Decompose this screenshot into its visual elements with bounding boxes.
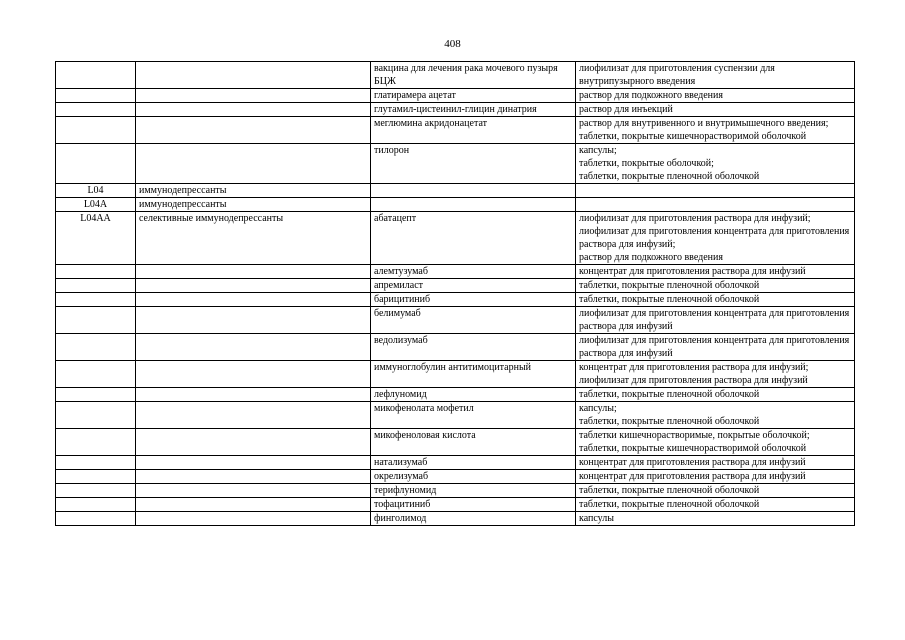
group-name-cell	[136, 429, 371, 456]
dosage-form-line: лиофилизат для приготовления концентрата для приготовления раствора для инфузий	[579, 335, 850, 359]
dosage-forms-cell	[576, 456, 855, 470]
dosage-forms-cell	[576, 498, 855, 512]
dosage-form-line: лиофилизат для приготовления раствора для инфузий;	[579, 213, 811, 224]
dosage-form-line: капсулы	[579, 513, 614, 524]
dosage-forms-cell	[576, 388, 855, 402]
dosage-forms-cell	[576, 429, 855, 456]
dosage-forms-cell	[576, 484, 855, 498]
drug-name-cell	[371, 198, 576, 212]
group-name-cell	[136, 117, 371, 144]
drug-name-cell: алемтузумаб	[371, 265, 576, 279]
dosage-form-line: концентрат для приготовления раствора для инфузий	[579, 457, 806, 468]
atc-code-cell	[56, 498, 136, 512]
atc-code-cell: L04AA	[56, 212, 136, 265]
drug-name-cell: глатирамера ацетат	[371, 89, 576, 103]
table-row	[56, 388, 855, 402]
atc-code-cell	[56, 144, 136, 184]
atc-code-cell	[56, 279, 136, 293]
group-name-cell	[136, 512, 371, 526]
drug-name-cell: микофенолата мофетил	[371, 402, 576, 429]
dosage-form-line: таблетки, покрытые оболочкой;	[579, 158, 714, 169]
drug-name-cell: терифлуномид	[371, 484, 576, 498]
table-row	[56, 198, 855, 212]
drug-name-cell: белимумаб	[371, 307, 576, 334]
group-name-cell	[136, 265, 371, 279]
group-name-cell	[136, 334, 371, 361]
group-name-cell	[136, 307, 371, 334]
drug-name-cell	[371, 184, 576, 198]
drug-name-cell: окрелизумаб	[371, 470, 576, 484]
table-row	[56, 293, 855, 307]
dosage-forms-cell	[576, 212, 855, 265]
table-row	[56, 429, 855, 456]
dosage-form-line: таблетки, покрытые пленочной оболочкой	[579, 171, 760, 182]
group-name-cell: селективные иммунодепрессанты	[136, 212, 371, 265]
table-row	[56, 89, 855, 103]
dosage-form-line: таблетки, покрытые пленочной оболочкой	[579, 485, 760, 496]
table-row	[56, 470, 855, 484]
dosage-form-line: концентрат для приготовления раствора для инфузий;	[579, 362, 809, 373]
atc-code-cell	[56, 62, 136, 89]
dosage-form-line: капсулы;	[579, 403, 617, 414]
group-name-cell	[136, 361, 371, 388]
group-name-cell	[136, 484, 371, 498]
table-row	[56, 484, 855, 498]
drug-name-cell: абатацепт	[371, 212, 576, 265]
dosage-forms-cell	[576, 265, 855, 279]
atc-code-cell	[56, 361, 136, 388]
table-row	[56, 307, 855, 334]
dosage-form-line: концентрат для приготовления раствора для инфузий	[579, 266, 806, 277]
dosage-forms-cell	[576, 103, 855, 117]
dosage-form-line: раствор для подкожного введения	[579, 252, 723, 263]
dosage-form-line: таблетки, покрытые пленочной оболочкой	[579, 389, 760, 400]
dosage-forms-cell	[576, 89, 855, 103]
table-row	[56, 212, 855, 265]
group-name-cell	[136, 470, 371, 484]
table-row	[56, 512, 855, 526]
atc-code-cell	[56, 103, 136, 117]
dosage-form-line: таблетки, покрытые кишечнорастворимой оболочкой	[579, 131, 807, 142]
group-name-cell: иммунодепрессанты	[136, 184, 371, 198]
drug-name-cell: глутамил-цистеинил-глицин динатрия	[371, 103, 576, 117]
group-name-cell	[136, 293, 371, 307]
drug-name-cell: тилорон	[371, 144, 576, 184]
drug-name-cell: иммуноглобулин антитимоцитарный	[371, 361, 576, 388]
group-name-cell	[136, 279, 371, 293]
atc-code-cell	[56, 470, 136, 484]
table-row	[56, 361, 855, 388]
atc-code-cell	[56, 334, 136, 361]
atc-code-cell	[56, 512, 136, 526]
dosage-forms-cell	[576, 144, 855, 184]
drug-name-cell: тофацитиниб	[371, 498, 576, 512]
table-row	[56, 144, 855, 184]
dosage-form-line: таблетки, покрытые пленочной оболочкой	[579, 294, 760, 305]
atc-code-cell	[56, 388, 136, 402]
drug-name-cell: микофеноловая кислота	[371, 429, 576, 456]
table-row	[56, 334, 855, 361]
dosage-forms-cell	[576, 470, 855, 484]
drug-name-cell: вакцина для лечения рака мочевого пузыря БЦЖ	[371, 62, 576, 89]
dosage-forms-cell	[576, 293, 855, 307]
drug-table	[55, 61, 855, 526]
dosage-form-line: таблетки, покрытые пленочной оболочкой	[579, 416, 760, 427]
dosage-form-line: таблетки, покрытые кишечнорастворимой оболочкой	[579, 443, 807, 454]
dosage-forms-cell	[576, 198, 855, 212]
dosage-form-line: лиофилизат для приготовления концентрата для приготовления раствора для инфузий	[579, 308, 850, 332]
dosage-forms-cell	[576, 512, 855, 526]
dosage-forms-cell	[576, 117, 855, 144]
group-name-cell	[136, 388, 371, 402]
drug-table-body	[56, 62, 855, 526]
group-name-cell	[136, 103, 371, 117]
table-row	[56, 279, 855, 293]
table-row	[56, 62, 855, 89]
dosage-forms-cell	[576, 402, 855, 429]
page-number: 408	[444, 38, 461, 50]
atc-code-cell	[56, 265, 136, 279]
table-row	[56, 456, 855, 470]
drug-name-cell: апремиласт	[371, 279, 576, 293]
drug-name-cell: ведолизумаб	[371, 334, 576, 361]
dosage-forms-cell	[576, 62, 855, 89]
dosage-forms-cell	[576, 279, 855, 293]
dosage-form-line: раствор для внутривенного и внутримышечного введения;	[579, 118, 829, 129]
table-row	[56, 117, 855, 144]
atc-code-cell	[56, 89, 136, 103]
table-row	[56, 402, 855, 429]
group-name-cell	[136, 456, 371, 470]
drug-name-cell: меглюмина акридонацетат	[371, 117, 576, 144]
atc-code-cell	[56, 307, 136, 334]
group-name-cell: иммунодепрессанты	[136, 198, 371, 212]
dosage-form-line: капсулы;	[579, 145, 617, 156]
table-row	[56, 265, 855, 279]
atc-code-cell	[56, 117, 136, 144]
group-name-cell	[136, 498, 371, 512]
table-row	[56, 184, 855, 198]
atc-code-cell	[56, 484, 136, 498]
drug-name-cell: лефлуномид	[371, 388, 576, 402]
dosage-forms-cell	[576, 184, 855, 198]
atc-code-cell: L04	[56, 184, 136, 198]
dosage-form-line: раствор для подкожного введения	[579, 90, 723, 101]
drug-name-cell: барицитиниб	[371, 293, 576, 307]
atc-code-cell	[56, 429, 136, 456]
atc-code-cell	[56, 456, 136, 470]
group-name-cell	[136, 144, 371, 184]
dosage-form-line: лиофилизат для приготовления концентрата для приготовления раствора для инфузий;	[579, 226, 850, 250]
atc-code-cell	[56, 402, 136, 429]
group-name-cell	[136, 62, 371, 89]
dosage-form-line: таблетки кишечнорастворимые, покрытые оболочкой;	[579, 430, 810, 441]
drug-name-cell: финголимод	[371, 512, 576, 526]
dosage-form-line: концентрат для приготовления раствора для инфузий	[579, 471, 806, 482]
atc-code-cell: L04A	[56, 198, 136, 212]
dosage-forms-cell	[576, 334, 855, 361]
dosage-form-line: лиофилизат для приготовления раствора для инфузий	[579, 375, 808, 386]
dosage-form-line: таблетки, покрытые пленочной оболочкой	[579, 280, 760, 291]
dosage-forms-cell	[576, 361, 855, 388]
dosage-forms-cell	[576, 307, 855, 334]
atc-code-cell	[56, 293, 136, 307]
table-row	[56, 498, 855, 512]
dosage-form-line: таблетки, покрытые пленочной оболочкой	[579, 499, 760, 510]
drug-name-cell: натализумаб	[371, 456, 576, 470]
table-row	[56, 103, 855, 117]
dosage-form-line: раствор для инъекций	[579, 104, 673, 115]
dosage-form-line: лиофилизат для приготовления суспензии для внутрипузырного введения	[579, 63, 775, 87]
group-name-cell	[136, 402, 371, 429]
group-name-cell	[136, 89, 371, 103]
